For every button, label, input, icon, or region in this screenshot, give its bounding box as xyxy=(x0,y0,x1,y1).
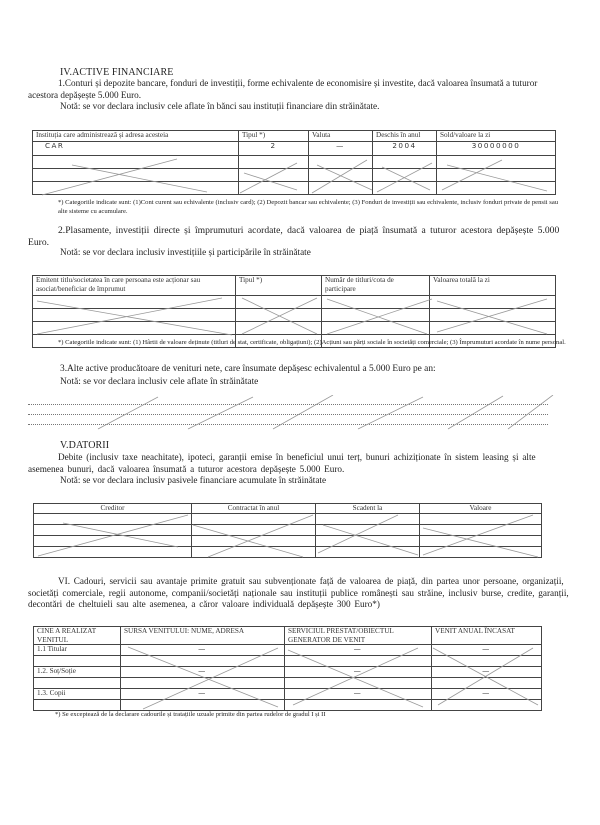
row-label-spouse: 1.2. Soț/Soție xyxy=(34,667,121,678)
col-header-total-value: Valoarea totală la zi xyxy=(430,276,556,296)
section-iv-item1-note: Notă: se vor declara inclusiv cele aflate în bănci sau instituții financiare din străinătate. xyxy=(60,101,380,111)
section-iv-item1-footnote: *) Categoriile indicate sunt: (1)Cont curent sau echivalente (inclusiv card); (2) Depozit bancar sau echivalente; (3) Fonduri de investiții sau echivalente, inclusiv fonduri private de pensii sau alte sisteme cu acumulare. xyxy=(58,199,559,215)
section-v-title: V.DATORII xyxy=(60,440,110,451)
table-row xyxy=(33,322,556,335)
table-row xyxy=(33,309,556,322)
col-header-opened-year: Deschis în anul xyxy=(373,131,437,142)
col-header-creditor: Creditor xyxy=(34,504,192,514)
table-row: 1.2. Soț/Soție — — — xyxy=(34,667,542,678)
section-iv-item3-note: Notă: se vor declara inclusiv cele aflate în străinătate xyxy=(60,377,259,387)
institution-cell: CAR xyxy=(33,142,239,156)
section-iv-item2-text: 2.Plasamente, investiții directe și împrumuturi acordate, dacă valoarea de piață însumată a tuturor acestora depășește 5.000 Euro. xyxy=(28,225,560,248)
col-header-institution: Instituția care administrează și adresa acesteia xyxy=(33,131,239,142)
currency-cell: — xyxy=(309,142,373,156)
gifts-table xyxy=(33,626,542,711)
table-row xyxy=(34,525,542,536)
fill-line xyxy=(28,424,548,425)
table-row xyxy=(33,169,556,182)
col-header-annual-income: VENIT ANUAL ÎNCASAT xyxy=(432,627,542,645)
fill-line xyxy=(28,414,548,415)
section-iv-item1-text: 1.Conturi și depozite bancare, fonduri de investiții, forme echivalente de economisire și investite, dacă valoarea însumată a tuturor acestora depășește 5.000 Euro. xyxy=(28,78,538,100)
section-vi-footnote: *) Se exceptează de la declarare cadourile și tratațiile uzuale primite din partea rudelor de gradul I și II xyxy=(55,711,326,718)
section-vi-text: VI. Cadouri, servicii sau avantaje primite gratuit sau subvenționate față de valoarea de piață, din partea unor persoane, organizații, societăți comerciale, regii autonome, companii/societăți naționale sau instituții publice românești sau străine, inclusiv burse, credite, garanții, decontări de cheltuieli sau alte asemenea, a căror valoare individuală depășește 300 Euro*) xyxy=(28,576,569,609)
col-header-value: Valoare xyxy=(420,504,542,514)
table-row xyxy=(33,182,556,195)
table-row xyxy=(33,142,556,156)
debts-table xyxy=(33,503,542,558)
table-row xyxy=(34,678,542,689)
section-v-text: Debite (inclusiv taxe neachitate), ipoteci, garanții emise în beneficiul unui terț, bunuri achiziționate în sistem leasing și alte asemenea bunuri, dacă valoarea însumată a tuturor acestora depășește 5.000 Euro. xyxy=(28,452,536,474)
table-row xyxy=(34,514,542,525)
section-iv-item2-note: Notă: se vor declara inclusiv investițiile și participările în străinătate xyxy=(60,247,311,257)
table-row: 1.3. Copii — — — xyxy=(34,689,542,700)
section-iv-item3-text: 3.Alte active producătoare de venituri nete, care însumate depășesc echivalentul a 5.000 Euro pe an: xyxy=(60,364,436,374)
opened-year-cell: 2004 xyxy=(373,142,437,156)
fill-line xyxy=(28,404,548,405)
col-header-currency: Valuta xyxy=(309,131,373,142)
col-header-issuer: Emitent titlu/societatea în care persoana este acționar sau asociat/beneficiar de împrumut xyxy=(33,276,236,296)
type-cell: 2 xyxy=(239,142,309,156)
row-label-children: 1.3. Copii xyxy=(34,689,121,700)
table-row xyxy=(34,700,542,711)
col-header-due-date: Scadent la xyxy=(316,504,420,514)
table-row xyxy=(34,536,542,547)
table-row xyxy=(34,656,542,667)
table-row xyxy=(33,156,556,169)
row-label-titular: 1.1 Titular xyxy=(34,645,121,656)
bank-accounts-table xyxy=(32,130,556,195)
table-row xyxy=(33,296,556,309)
col-header-shares: Număr de titluri/cota de participare xyxy=(322,276,430,296)
col-header-balance: Sold/valoare la zi xyxy=(437,131,556,142)
col-header-type: Tipul *) xyxy=(236,276,322,296)
col-header-contracted-year: Contractat în anul xyxy=(192,504,316,514)
table-row xyxy=(34,547,542,558)
section-iv-title: IV.ACTIVE FINANCIARE xyxy=(60,67,174,78)
table-row: 1.1 Titular — — — xyxy=(34,645,542,656)
balance-cell: 30000000 xyxy=(437,142,556,156)
section-v-note: Notă: se vor declara inclusiv pasivele financiare acumulate în străinătate xyxy=(60,475,327,485)
col-header-source: SURSA VENITULUI: NUME, ADRESA xyxy=(121,627,285,645)
col-header-who: CINE A REALIZAT VENITUL xyxy=(34,627,121,645)
section-iv-item2-footnote: *) Categoriile indicate sunt: (1) Hârtii de valoare deținute (titluri de stat, certificate, obligațiuni); (2)Acțiuni sau părți sociale în societăți comerciale; (3) Împrumuturi acordate în nume personal. xyxy=(58,339,566,346)
col-header-type: Tipul *) xyxy=(239,131,309,142)
col-header-service: SERVICIUL PRESTAT/OBIECTUL GENERATOR DE VENIT xyxy=(285,627,432,645)
